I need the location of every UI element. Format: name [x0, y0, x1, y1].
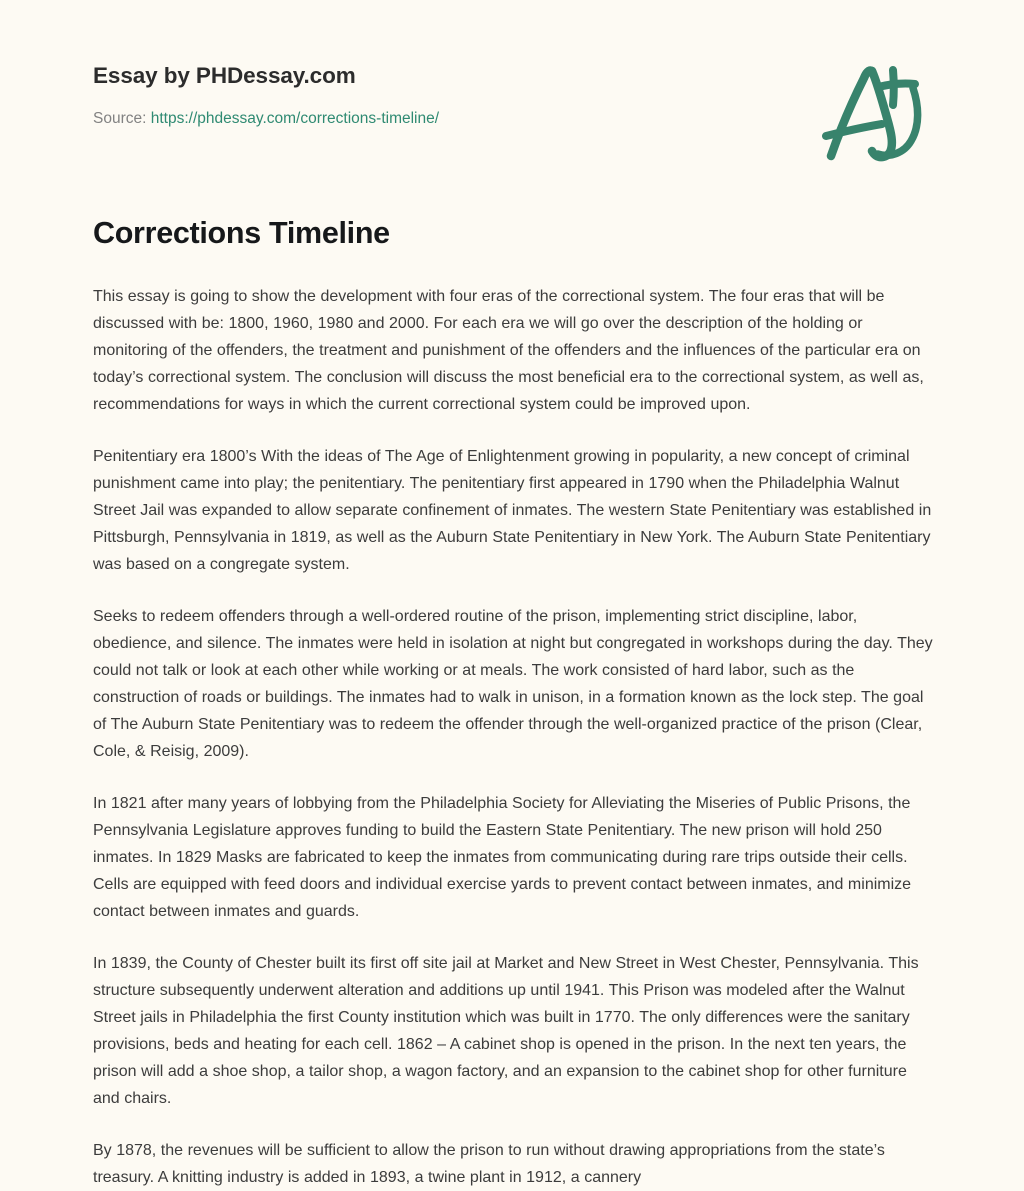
page-title: Corrections Timeline	[93, 216, 390, 250]
paragraph: In 1821 after many years of lobbying from the Philadelphia Society for Alleviating the Miseries of Public Prisons, the Pennsylvania Legislature approves funding to build the Eastern State Penitentiary. The new prison will hold 250 inmates. In 1829 Masks are fabricated to keep the inmates from communicating during rare trips outside their cells. Cells are equipped with feed doors and individual exercise yards to prevent contact between inmates, and minimize contact between inmates and guards.	[93, 795, 912, 921]
paragraph: By 1878, the revenues will be sufficient to allow the prison to run without drawing appropriations from the state’s treasury. A knitting industry is added in 1893, a twine plant in 1912, a cannery	[93, 1142, 885, 1187]
paragraph: Penitentiary era 1800’s With the ideas of The Age of Enlightenment growing in popularity, a new concept of criminal punishment came into play; the penitentiary. The penitentiary first appeared in 1790 when the Philadelphia Walnut Street Jail was expanded to allow separate confinement of inmates. The western State Penitentiary was established in Pittsburgh, Pennsylvania in 1819, as well as the Auburn State Penitentiary in New York. The Auburn State Penitentiary was based on a congregate system.	[93, 448, 932, 574]
phdessay-a-plus-logo-icon	[818, 58, 926, 164]
source-label: Source:	[93, 110, 147, 128]
paragraph: Seeks to redeem offenders through a well-ordered routine of the prison, implementing strict discipline, labor, obedience, and silence. The inmates were held in isolation at night but congregated in workshops during the day. They could not talk or look at each other while working or at meals. The work consisted of hard labor, such as the construction of roads or buildings. The inmates had to walk in unison, in a formation known as the lock step. The goal of The Auburn State Penitentiary was to redeem the offender through the well-organized practice of the prison (Clear, Cole, & Reisig, 2009).	[93, 608, 933, 761]
brand-title: Essay by PHDessay.com	[93, 63, 356, 88]
paragraph: In 1839, the County of Chester built its first off site jail at Market and New Street in West Chester, Pennsylvania. This structure subsequently underwent alteration and additions up until 1941. This Prison was modeled after the Walnut Street jails in Philadelphia the first County institution which was built in 1770. The only differences were the sanitary provisions, beds and heating for each cell. 1862 – A cabinet shop is opened in the prison. In the next ten years, the prison will add a shoe shop, a tailor shop, a wagon factory, and an expansion to the cabinet shop for other furniture and chairs.	[93, 955, 919, 1108]
source-url-link[interactable]: https://phdessay.com/corrections-timeline/	[150, 110, 440, 128]
article-body	[93, 214, 933, 1191]
paragraph: This essay is going to show the development with four eras of the correctional system. The four eras that will be discussed with be: 1800, 1960, 1980 and 2000. For each era we will go over the description of the holding or monitoring of the offenders, the treatment and punishment of the offenders and the influences of the particular era on today’s correctional system. The conclusion will discuss the most beneficial era to the correctional system, as well as, recommendations for ways in which the current correctional system could be improved upon.	[93, 288, 924, 414]
